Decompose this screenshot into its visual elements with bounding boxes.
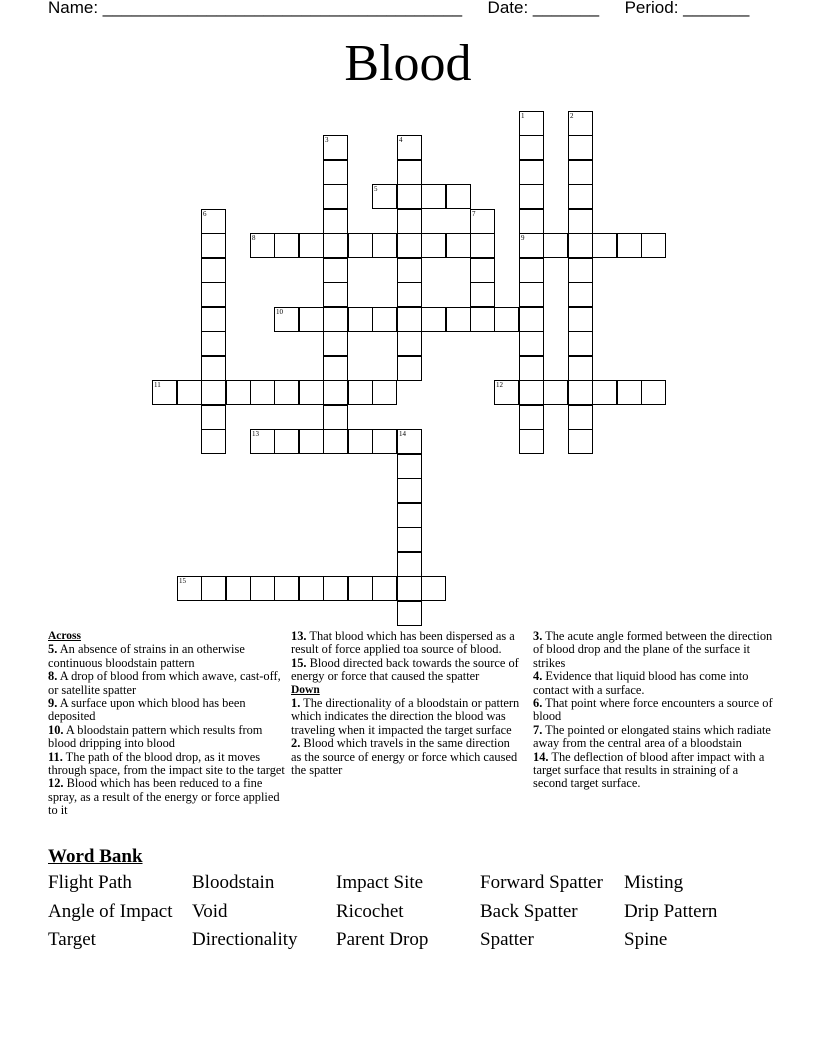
crossword-cell[interactable]: [201, 380, 226, 405]
crossword-cell[interactable]: [568, 160, 593, 185]
period-field[interactable]: Period: _______: [624, 0, 750, 17]
crossword-cell[interactable]: [323, 307, 348, 332]
crossword-cell[interactable]: [201, 356, 226, 381]
crossword-cell[interactable]: [201, 331, 226, 356]
clue-down-6: 6. That point where force encounters a source of blood: [533, 696, 773, 724]
crossword-cell[interactable]: [519, 160, 544, 185]
crossword-cell[interactable]: [372, 576, 397, 601]
crossword-cell[interactable]: [274, 429, 299, 454]
crossword-cell[interactable]: [372, 233, 397, 258]
crossword-cell[interactable]: [519, 356, 544, 381]
crossword-cell[interactable]: [519, 307, 544, 332]
clue-number: 15: [179, 577, 186, 585]
crossword-cell[interactable]: [299, 576, 324, 601]
crossword-cell[interactable]: [543, 233, 568, 258]
clue-number: 9: [521, 234, 525, 242]
clue-number: 10: [276, 308, 283, 316]
crossword-cell[interactable]: [323, 429, 348, 454]
crossword-cell[interactable]: [568, 184, 593, 209]
crossword-cell[interactable]: [421, 184, 446, 209]
crossword-cell[interactable]: [323, 209, 348, 234]
date-field[interactable]: Date: _______: [487, 0, 600, 17]
crossword-cell[interactable]: [568, 282, 593, 307]
crossword-cell[interactable]: [397, 160, 422, 185]
crossword-cell[interactable]: [446, 233, 471, 258]
word-bank-item: Misting: [624, 872, 684, 893]
down-heading: Down: [291, 683, 320, 696]
crossword-cell[interactable]: [470, 307, 495, 332]
clue-across-8: 8. A drop of blood from which awave, cast-off, or satellite spatter: [48, 669, 281, 697]
crossword-cell[interactable]: [201, 429, 226, 454]
crossword-cell[interactable]: [397, 184, 422, 209]
crossword-cell[interactable]: [568, 307, 593, 332]
word-bank-item: Angle of Impact: [48, 900, 173, 922]
crossword-cell[interactable]: [519, 258, 544, 283]
crossword-cell[interactable]: [568, 258, 593, 283]
crossword-cell[interactable]: [519, 135, 544, 160]
crossword-cell[interactable]: [470, 233, 495, 258]
clue-number: 1: [521, 112, 525, 120]
crossword-cell[interactable]: [226, 576, 251, 601]
crossword-cell[interactable]: [568, 356, 593, 381]
clue-down-14: 14. The deflection of blood after impact with a target surface that results in straining of a second target surface.: [533, 749, 765, 791]
crossword-cell[interactable]: [372, 429, 397, 454]
crossword-cell[interactable]: [397, 503, 422, 528]
crossword-cell[interactable]: [397, 307, 422, 332]
word-bank-row: [48, 901, 788, 930]
crossword-cell[interactable]: [397, 258, 422, 283]
crossword-cell[interactable]: [323, 233, 348, 258]
crossword-cell[interactable]: [397, 527, 422, 552]
word-bank-item: Ricochet: [336, 900, 404, 922]
crossword-cell[interactable]: [323, 380, 348, 405]
crossword-cell[interactable]: [446, 307, 471, 332]
crossword-cell[interactable]: [617, 233, 642, 258]
crossword-cell[interactable]: [397, 576, 422, 601]
crossword-cell[interactable]: [348, 429, 373, 454]
crossword-cell[interactable]: [348, 380, 373, 405]
crossword-cell[interactable]: [519, 380, 544, 405]
word-bank-item: Back Spatter: [480, 900, 578, 922]
clue-across-13: 13. That blood which has been dispersed as a result of force applied toa source of blood.: [291, 629, 515, 657]
crossword-cell[interactable]: [568, 331, 593, 356]
crossword-cell[interactable]: [592, 233, 617, 258]
crossword-cell[interactable]: [201, 405, 226, 430]
crossword-cell[interactable]: [568, 380, 593, 405]
clue-number: 13: [252, 430, 259, 438]
across-heading: Across: [48, 630, 82, 642]
crossword-cell[interactable]: [323, 184, 348, 209]
crossword-cell[interactable]: [592, 380, 617, 405]
crossword-cell[interactable]: [274, 233, 299, 258]
clues-column-2: [291, 630, 523, 777]
crossword-cell[interactable]: [568, 135, 593, 160]
crossword-cell[interactable]: [568, 405, 593, 430]
clue-number: 11: [154, 381, 161, 389]
clue-number: 14: [399, 430, 406, 438]
crossword-cell[interactable]: [397, 552, 422, 577]
clue-number: 2: [570, 112, 574, 120]
clues-column-1: [48, 630, 286, 818]
crossword-cell[interactable]: [568, 209, 593, 234]
word-bank-item: Bloodstain: [192, 872, 275, 893]
crossword-cell[interactable]: [519, 282, 544, 307]
crossword-cell[interactable]: [274, 576, 299, 601]
crossword-cell[interactable]: [397, 478, 422, 503]
crossword-cell[interactable]: [372, 380, 397, 405]
clue-number: 3: [325, 136, 329, 144]
clues-column-3: [533, 630, 773, 791]
word-bank-item: Directionality: [192, 929, 298, 951]
word-bank-row: [48, 929, 788, 958]
crossword-cell[interactable]: [397, 233, 422, 258]
crossword-cell[interactable]: [323, 356, 348, 381]
clue-across-5: 5. An absence of strains in an otherwise continuous bloodstain pattern: [48, 642, 245, 670]
crossword-cell[interactable]: [323, 160, 348, 185]
crossword-cell[interactable]: [470, 282, 495, 307]
crossword-cell[interactable]: [568, 233, 593, 258]
crossword-cell[interactable]: [299, 233, 324, 258]
word-bank-item: Target: [48, 929, 96, 951]
word-bank-item: Impact Site: [336, 872, 424, 893]
clue-across-9: 9. A surface upon which blood has been deposited: [48, 696, 246, 724]
crossword-cell[interactable]: [617, 380, 642, 405]
crossword-cell[interactable]: [397, 282, 422, 307]
word-bank-item: Drip Pattern: [624, 900, 718, 922]
crossword-cell[interactable]: [421, 307, 446, 332]
clue-number: 7: [472, 210, 476, 218]
clue-across-11: 11. The path of the blood drop, as it moves through space, from the impact site to the target: [48, 749, 285, 778]
clue-down-2: 2. Blood which travels in the same direction as the source of energy or force which caused the spatter: [291, 736, 518, 778]
clue-across-12: 12. Blood which has been reduced to a fine spray, as a result of the energy or force applied to it: [48, 776, 280, 818]
crossword-cell[interactable]: [226, 380, 251, 405]
crossword-cell[interactable]: [201, 258, 226, 283]
crossword-cell[interactable]: [641, 233, 666, 258]
word-bank-item: Spine: [624, 929, 668, 951]
crossword-cell[interactable]: [519, 429, 544, 454]
crossword-cell[interactable]: [348, 307, 373, 332]
clue-down-4: 4. Evidence that liquid blood has come into contact with a surface.: [533, 669, 749, 697]
crossword-cell[interactable]: [201, 576, 226, 601]
crossword-cell[interactable]: [446, 184, 471, 209]
crossword-cell[interactable]: [250, 380, 275, 405]
crossword-cell[interactable]: [201, 233, 226, 258]
crossword-cell[interactable]: [519, 331, 544, 356]
clue-down-1: 1. The directionality of a bloodstain or pattern which indicates the direction the blood was traveling when it impacted the target surface: [291, 696, 520, 737]
clue-number: 12: [496, 381, 503, 389]
crossword-cell[interactable]: [323, 576, 348, 601]
crossword-cell[interactable]: [348, 233, 373, 258]
clue-number: 4: [399, 136, 403, 144]
crossword-cell[interactable]: [397, 601, 422, 626]
crossword-cell[interactable]: [348, 576, 373, 601]
crossword-cell[interactable]: [323, 282, 348, 307]
clue-down-3: 3. The acute angle formed between the direction of blood drop and the plane of the surface it strikes: [533, 629, 773, 670]
clue-down-7: 7. The pointed or elongated stains which radiate away from the central area of a bloodstain: [533, 722, 771, 751]
crossword-cell[interactable]: [519, 209, 544, 234]
crossword-cell[interactable]: [372, 307, 397, 332]
page-title: Blood: [344, 35, 472, 92]
crossword-cell[interactable]: [299, 429, 324, 454]
crossword-cell[interactable]: [201, 307, 226, 332]
crossword-cell[interactable]: [323, 405, 348, 430]
clue-number: 5: [374, 185, 378, 193]
word-bank-item: Forward Spatter: [480, 872, 603, 893]
clue-across-10: 10. A bloodstain pattern which results from blood dripping into blood: [48, 722, 263, 751]
crossword-cell[interactable]: [519, 405, 544, 430]
word-bank-item: Void: [192, 900, 228, 922]
crossword-cell[interactable]: [201, 282, 226, 307]
crossword-cell[interactable]: [397, 209, 422, 234]
crossword-cell[interactable]: [568, 429, 593, 454]
crossword-cell[interactable]: [299, 307, 324, 332]
crossword-cell[interactable]: [641, 380, 666, 405]
crossword-cell[interactable]: [177, 380, 202, 405]
crossword-cell[interactable]: [323, 258, 348, 283]
crossword-cell[interactable]: [397, 356, 422, 381]
crossword-cell[interactable]: [274, 380, 299, 405]
crossword-cell[interactable]: [299, 380, 324, 405]
word-bank-item: Flight Path: [48, 872, 132, 893]
word-bank-title: Word Bank: [48, 846, 143, 867]
crossword-cell[interactable]: [397, 454, 422, 479]
crossword-cell[interactable]: [543, 380, 568, 405]
crossword-cell[interactable]: [323, 331, 348, 356]
clue-number: 8: [252, 234, 256, 242]
word-bank-item: Parent Drop: [336, 929, 429, 951]
crossword-cell[interactable]: [470, 258, 495, 283]
crossword-cell[interactable]: [421, 576, 446, 601]
crossword-cell[interactable]: [397, 331, 422, 356]
crossword-cell[interactable]: [421, 233, 446, 258]
name-field[interactable]: Name: ______________________________________: [48, 0, 463, 17]
word-bank: [48, 872, 788, 958]
crossword-cell[interactable]: [250, 576, 275, 601]
word-bank-row: [48, 872, 788, 901]
crossword-cell[interactable]: [519, 184, 544, 209]
clue-number: 6: [203, 210, 207, 218]
word-bank-item: Spatter: [480, 929, 534, 951]
crossword-cell[interactable]: [494, 307, 519, 332]
clue-across-15: 15. Blood directed back towards the source of energy or force that caused the spatter: [291, 655, 519, 684]
